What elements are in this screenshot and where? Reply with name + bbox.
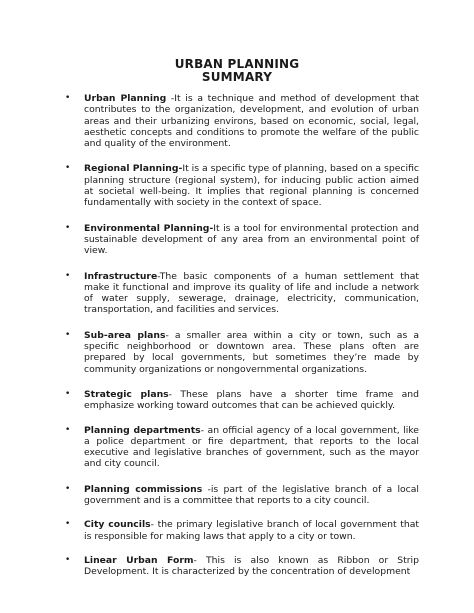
term: Regional Planning- [84,163,183,175]
separator: - [165,329,175,341]
definitions-list [65,93,419,592]
list-item [65,93,419,150]
list-item [65,163,419,209]
bullet-icon: • [65,163,71,174]
term: Planning commissions [84,483,203,495]
list-item [65,424,419,470]
term: Environmental Planning- [84,222,214,234]
term: Infrastructure [84,270,158,282]
bullet-icon: • [65,519,71,530]
bullet-icon: • [65,483,71,494]
list-item [65,519,419,542]
list-item [65,388,419,412]
separator: - [193,554,206,566]
definition: an official agency of a local government, like a police department or fire department, that reports to the local executive and legislative branches of government, such as the mayor and city council. [84,424,419,470]
list-item [65,554,419,578]
separator: - [150,519,158,531]
definition: This is also known as Ribbon or Strip Development. It is characterized by the concentration of development [84,554,419,578]
document-subtitle: SUMMARY [201,70,273,84]
definition: These plans have a shorter time frame and emphasize working toward outcomes that can be achieved quickly. [84,388,419,412]
document-title: URBAN PLANNING [174,57,300,71]
term: Strategic plans [84,388,169,400]
bullet-icon: • [65,424,71,435]
definition: It is a tool for environmental protection and sustainable development of any area from an environmental point of view. [84,222,419,257]
bullet-icon: • [65,554,71,565]
list-item [65,483,419,507]
term: Sub-area plans [84,329,166,341]
term: Urban Planning [84,93,167,104]
separator: - [168,388,181,400]
separator: - [157,270,160,282]
definition: It is a technique and method of development that contributes to the organization, development, and evolution of urban areas and their urbanizing environs, based on economic, social, legal, aesthetic concepts and conditions to promote the welfare of the public and quality of the environment. [84,93,419,150]
definition: The basic components of a human settlement that make it functional and improve its quality of life and include a network of water supply, sewerage, drainage, electricity, communication, transportation, and facilities and services. [84,270,419,316]
term: City councils [84,519,151,531]
definition: is part of the legislative branch of a local government and is a committee that reports to a city council. [84,483,419,507]
bullet-icon: • [65,270,71,281]
list-item [65,222,419,257]
list-item [65,329,419,375]
bullet-icon: • [65,93,71,103]
definition: the primary legislative branch of local government that is responsible for making laws that apply to a city or town. [84,519,419,542]
definition: a smaller area within a city or town, such as a specific neighborhood or downtown area. These plans often are prepared by local governments, but sometimes they’re made by community organizations or nongovernmental organizations. [84,329,419,375]
term: Linear Urban Form [84,554,194,566]
term: Planning departments [84,424,201,436]
bullet-icon: • [65,222,71,233]
separator: - [166,93,175,104]
definition: It is a specific type of planning, based on a specific planning structure (regional system), for inducing public action aimed at societal well-being. It implies that regional planning is concerned fundamentally with society in the context of space. [84,163,419,209]
bullet-icon: • [65,388,71,399]
separator: - [200,424,208,436]
bullet-icon: • [65,329,71,340]
list-item [65,270,419,316]
separator: - [202,483,211,495]
